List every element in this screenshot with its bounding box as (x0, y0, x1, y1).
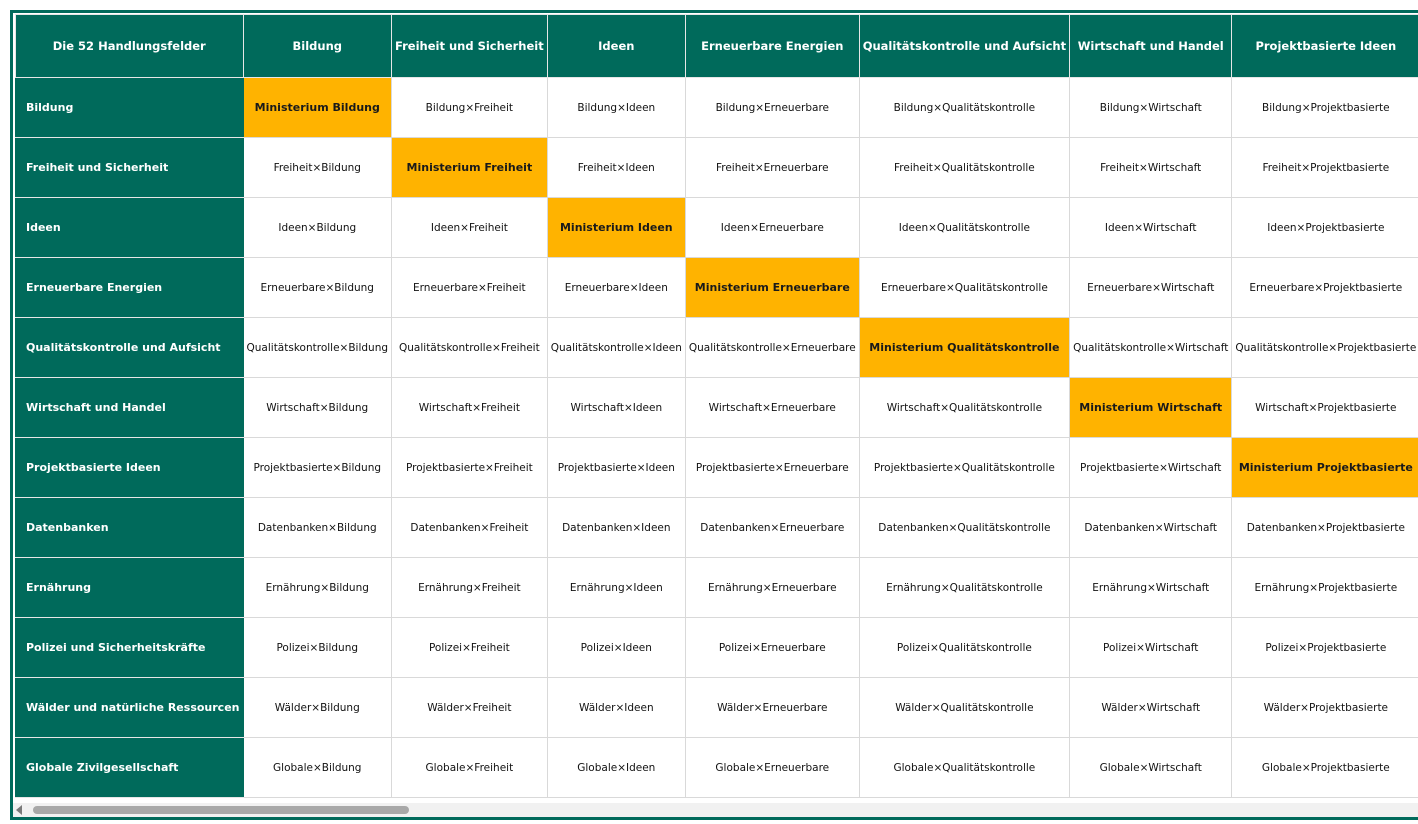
table-row (16, 618, 1418, 678)
intersection-cell: Polizei×Wirtschaft (1070, 618, 1232, 678)
ministry-cell: Ministerium Projektbasierte (1232, 438, 1418, 498)
ministry-cell: Ministerium Erneuerbare (685, 258, 859, 318)
intersection-cell: Freiheit×Erneuerbare (685, 138, 859, 198)
intersection-cell: Wälder×Bildung (243, 678, 392, 738)
intersection-cell: Projektbasierte×Qualitätskontrolle (859, 438, 1069, 498)
intersection-cell: Datenbanken×Qualitätskontrolle (859, 498, 1069, 558)
intersection-cell: Polizei×Erneuerbare (685, 618, 859, 678)
header-row (16, 15, 1418, 78)
row-header: Bildung (16, 78, 244, 138)
intersection-cell: Globale×Wirtschaft (1070, 738, 1232, 798)
intersection-cell: Bildung×Erneuerbare (685, 78, 859, 138)
intersection-cell: Qualitätskontrolle×Ideen (547, 318, 685, 378)
row-header: Projektbasierte Ideen (16, 438, 244, 498)
intersection-cell: Wirtschaft×Freiheit (392, 378, 548, 438)
intersection-cell: Ideen×Projektbasierte (1232, 198, 1418, 258)
intersection-cell: Datenbanken×Erneuerbare (685, 498, 859, 558)
intersection-cell: Datenbanken×Ideen (547, 498, 685, 558)
intersection-cell: Ernährung×Bildung (243, 558, 392, 618)
intersection-cell: Projektbasierte×Wirtschaft (1070, 438, 1232, 498)
chevron-left-icon[interactable] (16, 805, 22, 815)
intersection-cell: Ideen×Qualitätskontrolle (859, 198, 1069, 258)
intersection-cell: Ideen×Erneuerbare (685, 198, 859, 258)
column-header: Ideen (547, 15, 685, 78)
table-row (16, 558, 1418, 618)
intersection-cell: Bildung×Freiheit (392, 78, 548, 138)
intersection-cell: Bildung×Qualitätskontrolle (859, 78, 1069, 138)
row-header: Qualitätskontrolle und Aufsicht (16, 318, 244, 378)
intersection-cell: Globale×Bildung (243, 738, 392, 798)
intersection-cell: Wirtschaft×Ideen (547, 378, 685, 438)
intersection-cell: Datenbanken×Freiheit (392, 498, 548, 558)
intersection-cell: Wälder×Qualitätskontrolle (859, 678, 1069, 738)
intersection-cell: Datenbanken×Bildung (243, 498, 392, 558)
matrix-frame (10, 10, 1418, 820)
intersection-cell: Ernährung×Wirtschaft (1070, 558, 1232, 618)
intersection-cell: Projektbasierte×Freiheit (392, 438, 548, 498)
intersection-cell: Wälder×Ideen (547, 678, 685, 738)
intersection-cell: Qualitätskontrolle×Erneuerbare (685, 318, 859, 378)
intersection-cell: Wirtschaft×Erneuerbare (685, 378, 859, 438)
row-header: Ernährung (16, 558, 244, 618)
intersection-cell: Wälder×Projektbasierte (1232, 678, 1418, 738)
table-row (16, 78, 1418, 138)
intersection-cell: Ideen×Bildung (243, 198, 392, 258)
intersection-cell: Ernährung×Freiheit (392, 558, 548, 618)
ministry-cell: Ministerium Ideen (547, 198, 685, 258)
table-row (16, 438, 1418, 498)
intersection-cell: Erneuerbare×Ideen (547, 258, 685, 318)
intersection-cell: Wälder×Wirtschaft (1070, 678, 1232, 738)
column-header: Qualitätskontrolle und Aufsicht (859, 15, 1069, 78)
row-header: Polizei und Sicherheitskräfte (16, 618, 244, 678)
table-row (16, 378, 1418, 438)
scrollbar-thumb[interactable] (33, 806, 409, 814)
intersection-cell: Globale×Ideen (547, 738, 685, 798)
intersection-cell: Qualitätskontrolle×Freiheit (392, 318, 548, 378)
ministry-cell: Ministerium Bildung (243, 78, 392, 138)
intersection-cell: Polizei×Projektbasierte (1232, 618, 1418, 678)
intersection-cell: Erneuerbare×Projektbasierte (1232, 258, 1418, 318)
intersection-cell: Projektbasierte×Bildung (243, 438, 392, 498)
intersection-cell: Erneuerbare×Wirtschaft (1070, 258, 1232, 318)
intersection-cell: Erneuerbare×Freiheit (392, 258, 548, 318)
intersection-cell: Globale×Erneuerbare (685, 738, 859, 798)
intersection-cell: Ernährung×Projektbasierte (1232, 558, 1418, 618)
intersection-cell: Bildung×Ideen (547, 78, 685, 138)
table-row (16, 138, 1418, 198)
intersection-cell: Freiheit×Ideen (547, 138, 685, 198)
table-row (16, 678, 1418, 738)
intersection-cell: Polizei×Ideen (547, 618, 685, 678)
row-header: Globale Zivilgesellschaft (16, 738, 244, 798)
table-row (16, 258, 1418, 318)
ministry-cell: Ministerium Qualitätskontrolle (859, 318, 1069, 378)
table-row (16, 498, 1418, 558)
ministry-cell: Ministerium Freiheit (392, 138, 548, 198)
intersection-cell: Wirtschaft×Projektbasierte (1232, 378, 1418, 438)
intersection-cell: Freiheit×Projektbasierte (1232, 138, 1418, 198)
table-row (16, 198, 1418, 258)
row-header: Wirtschaft und Handel (16, 378, 244, 438)
column-header: Bildung (243, 15, 392, 78)
intersection-cell: Ernährung×Erneuerbare (685, 558, 859, 618)
row-header: Ideen (16, 198, 244, 258)
row-header: Datenbanken (16, 498, 244, 558)
intersection-cell: Bildung×Wirtschaft (1070, 78, 1232, 138)
column-header: Freiheit und Sicherheit (392, 15, 548, 78)
intersection-cell: Projektbasierte×Erneuerbare (685, 438, 859, 498)
intersection-cell: Globale×Freiheit (392, 738, 548, 798)
intersection-cell: Qualitätskontrolle×Bildung (243, 318, 392, 378)
intersection-cell: Polizei×Bildung (243, 618, 392, 678)
column-header: Wirtschaft und Handel (1070, 15, 1232, 78)
corner-header: Die 52 Handlungsfelder (16, 15, 244, 78)
intersection-cell: Wirtschaft×Qualitätskontrolle (859, 378, 1069, 438)
table-row (16, 318, 1418, 378)
intersection-cell: Freiheit×Bildung (243, 138, 392, 198)
intersection-cell: Wälder×Erneuerbare (685, 678, 859, 738)
row-header: Erneuerbare Energien (16, 258, 244, 318)
intersection-cell: Datenbanken×Wirtschaft (1070, 498, 1232, 558)
intersection-cell: Globale×Projektbasierte (1232, 738, 1418, 798)
row-header: Wälder und natürliche Ressourcen (16, 678, 244, 738)
intersection-cell: Polizei×Freiheit (392, 618, 548, 678)
matrix-body (16, 78, 1418, 798)
handlungsfelder-matrix (15, 14, 1418, 798)
column-header: Erneuerbare Energien (685, 15, 859, 78)
intersection-cell: Projektbasierte×Ideen (547, 438, 685, 498)
intersection-cell: Ernährung×Qualitätskontrolle (859, 558, 1069, 618)
row-header: Freiheit und Sicherheit (16, 138, 244, 198)
intersection-cell: Wälder×Freiheit (392, 678, 548, 738)
intersection-cell: Erneuerbare×Qualitätskontrolle (859, 258, 1069, 318)
ministry-cell: Ministerium Wirtschaft (1070, 378, 1232, 438)
intersection-cell: Bildung×Projektbasierte (1232, 78, 1418, 138)
horizontal-scrollbar[interactable] (13, 803, 1418, 817)
table-row (16, 738, 1418, 798)
intersection-cell: Ernährung×Ideen (547, 558, 685, 618)
intersection-cell: Ideen×Wirtschaft (1070, 198, 1232, 258)
intersection-cell: Freiheit×Wirtschaft (1070, 138, 1232, 198)
intersection-cell: Freiheit×Qualitätskontrolle (859, 138, 1069, 198)
intersection-cell: Erneuerbare×Bildung (243, 258, 392, 318)
intersection-cell: Qualitätskontrolle×Wirtschaft (1070, 318, 1232, 378)
column-header: Projektbasierte Ideen (1232, 15, 1418, 78)
intersection-cell: Globale×Qualitätskontrolle (859, 738, 1069, 798)
intersection-cell: Ideen×Freiheit (392, 198, 548, 258)
intersection-cell: Qualitätskontrolle×Projektbasierte (1232, 318, 1418, 378)
intersection-cell: Datenbanken×Projektbasierte (1232, 498, 1418, 558)
intersection-cell: Polizei×Qualitätskontrolle (859, 618, 1069, 678)
intersection-cell: Wirtschaft×Bildung (243, 378, 392, 438)
